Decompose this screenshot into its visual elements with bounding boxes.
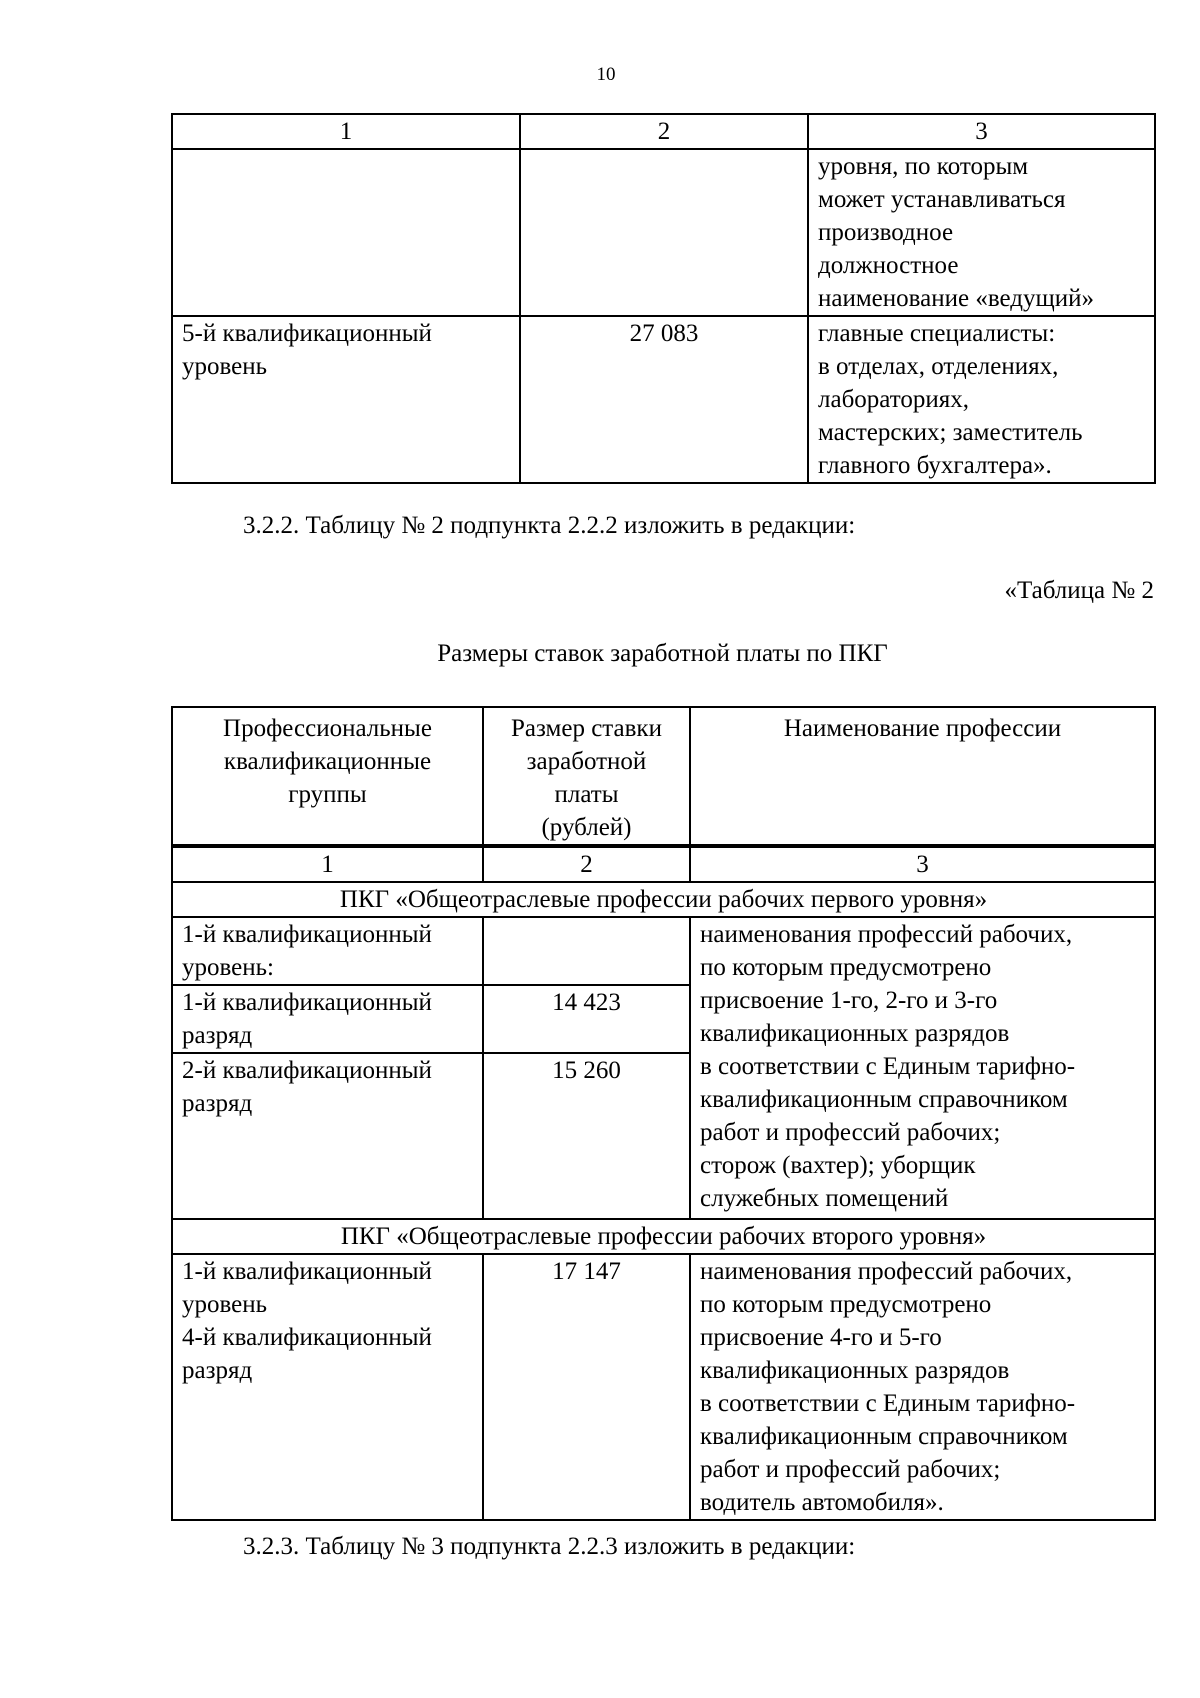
- column-number: 2: [483, 846, 690, 882]
- cell-salary: 27 083: [520, 316, 808, 483]
- paragraph-3-2-2: 3.2.2. Таблицу № 2 подпункта 2.2.2 изложить в редакции:: [243, 512, 856, 539]
- table-row: [172, 917, 1155, 985]
- cell-salary: 15 260: [483, 1053, 690, 1219]
- cell-positions: главные специалисты: в отделах, отделениях, лабораториях, мастерских; заместитель главного бухгалтера».: [808, 316, 1155, 483]
- header-salary: Размер ставки заработной платы (рублей): [483, 707, 690, 846]
- salary-rates-table: [171, 706, 1156, 1521]
- column-number: 3: [808, 114, 1155, 149]
- cell-salary: [483, 917, 690, 985]
- table-row: [172, 149, 1155, 316]
- group-title-row: [172, 1219, 1155, 1254]
- header-groups: Профессиональные квалификационные группы: [172, 707, 483, 846]
- header-profession: Наименование профессии: [690, 707, 1155, 846]
- cell-salary: 17 147: [483, 1254, 690, 1520]
- cell-group: 1-й квалификационный уровень:: [172, 917, 483, 985]
- column-numbers-row: [172, 846, 1155, 882]
- column-number: 3: [690, 846, 1155, 882]
- table-2-title: Размеры ставок заработной платы по ПКГ: [437, 640, 888, 667]
- column-number: 1: [172, 846, 483, 882]
- cell-salary: 14 423: [483, 985, 690, 1053]
- cell-positions: уровня, по которым может устанавливаться производное должностное наименование «ведущий»: [808, 149, 1155, 316]
- cell-salary: [520, 149, 808, 316]
- group-title-row: [172, 882, 1155, 917]
- column-number: 1: [172, 114, 520, 149]
- paragraph-3-2-3: 3.2.3. Таблицу № 3 подпункта 2.2.3 изложить в редакции:: [243, 1533, 856, 1560]
- cell-group: 5-й квалификационный уровень: [172, 316, 520, 483]
- qualification-table-continued: [171, 113, 1156, 484]
- cell-group: 1-й квалификационный разряд: [172, 985, 483, 1053]
- table-header-row: [172, 114, 1155, 149]
- table-row: [172, 316, 1155, 483]
- cell-profession: наименования профессий рабочих, по которым предусмотрено присвоение 1-го, 2-го и 3-го квалификационных разрядов в соответствии с Единым тарифно- квалификационным справочником работ и профессий рабочих; сторож (вахтер); уборщик служебных помещений: [690, 917, 1155, 1219]
- table-header-row: [172, 707, 1155, 846]
- table-row: [172, 1254, 1155, 1520]
- column-number: 2: [520, 114, 808, 149]
- table-2-label: «Таблица № 2: [1004, 577, 1154, 604]
- cell-profession: наименования профессий рабочих, по которым предусмотрено присвоение 4-го и 5-го квалификационных разрядов в соответствии с Единым тарифно- квалификационным справочником работ и профессий рабочих; водитель автомобиля».: [690, 1254, 1155, 1520]
- group-title: ПКГ «Общеотраслевые профессии рабочих первого уровня»: [172, 882, 1155, 917]
- group-title: ПКГ «Общеотраслевые профессии рабочих второго уровня»: [172, 1219, 1155, 1254]
- page-number: 10: [596, 64, 616, 85]
- cell-group: 2-й квалификационный разряд: [172, 1053, 483, 1219]
- cell-group: 1-й квалификационный уровень 4-й квалификационный разряд: [172, 1254, 483, 1520]
- cell-group: [172, 149, 520, 316]
